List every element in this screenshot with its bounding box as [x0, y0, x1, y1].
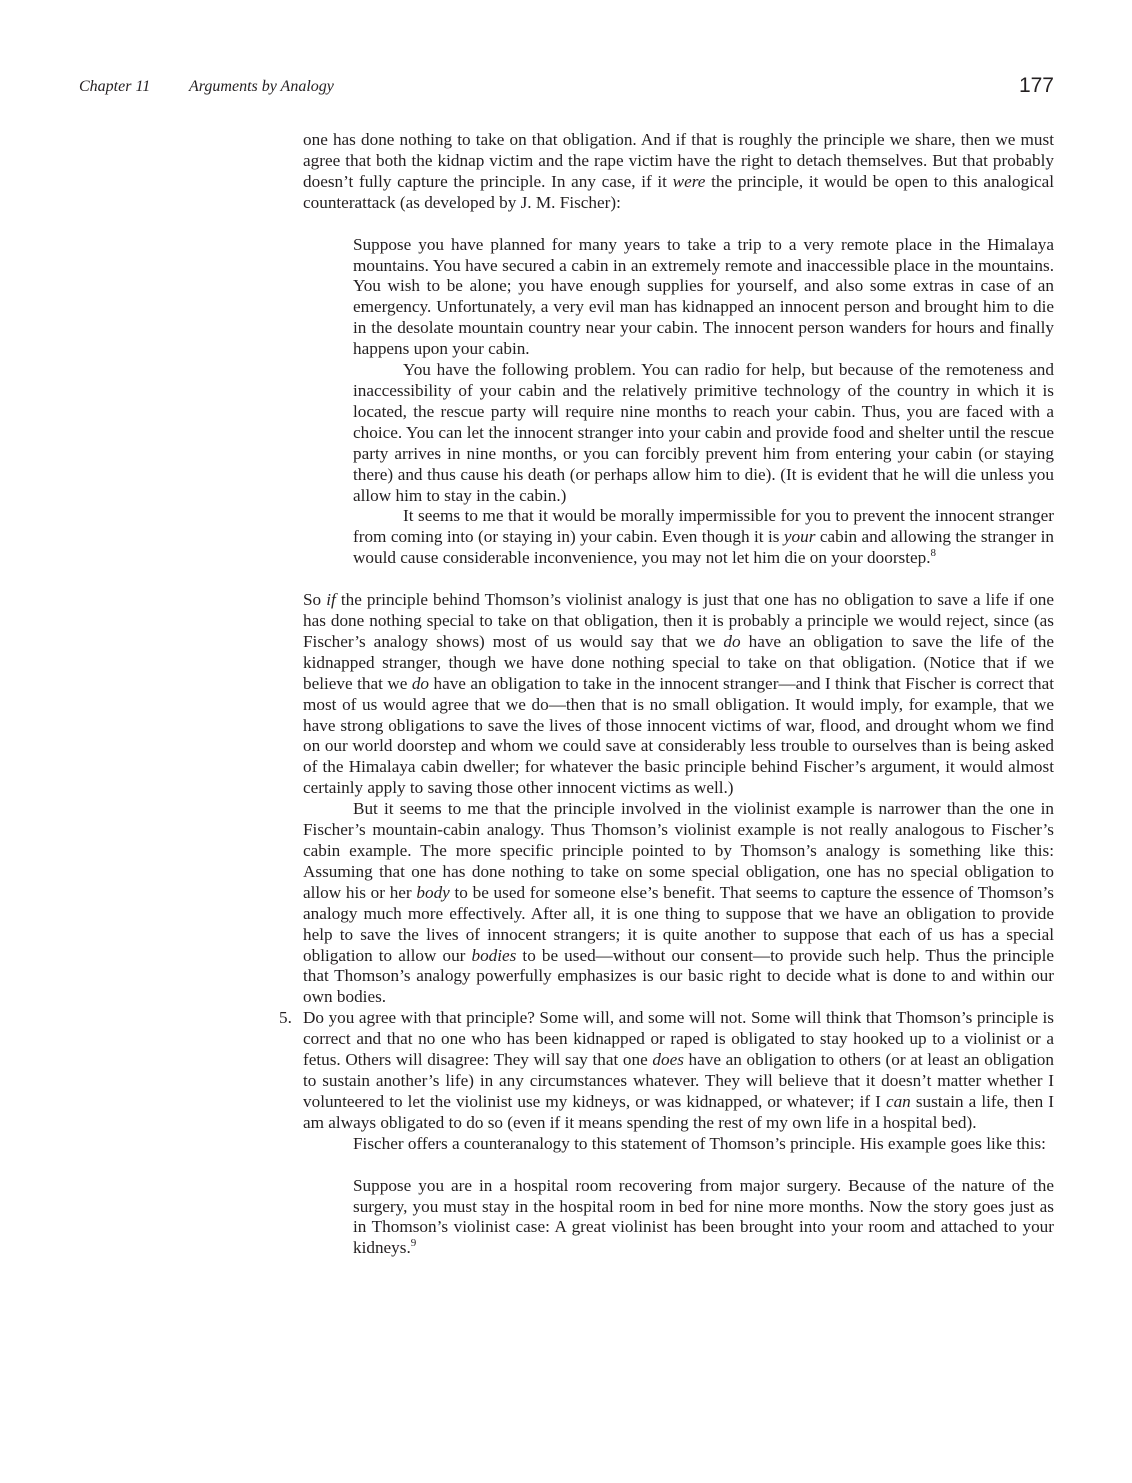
paragraph-1: one has done nothing to take on that obligation. And if that is roughly the principle we share, then we must agree that both the kidnap victim and the rape victim have the right to detach themselves. But that probably doesn’t fully capture the principle. In any case, if it were the principle, it would be open to this analogical counterattack (as developed by J. M. Fischer): — [303, 130, 1054, 212]
chapter-label: Chapter 11 — [79, 78, 151, 95]
chapter-title: Arguments by Analogy — [189, 78, 334, 95]
page-body — [279, 130, 1055, 1259]
quote-paragraph-1: Suppose you have planned for many years to take a trip to a very remote place in the Himalaya mountains. You have secured a cabin in an extremely remote and inaccessible place in the mountains. You wish to be alone; you have enough supplies for yourself, and also some extras in case of an emergency. Unfortunately, a very evil man has kidnapped an innocent person and brought him to die in the desolate mountain country near your cabin. The innocent person wanders for hours and finally happens upon your cabin. — [353, 234, 1054, 359]
page-number: 177 — [1018, 74, 1054, 97]
block-quote-fischer-hospital — [353, 1176, 1054, 1260]
quote-paragraph-3: It seems to me that it would be morally impermissible for you to prevent the innocent stranger from coming into (or staying in) your cabin. Even though it is your cabin and allowing the stranger in would cause considerable inconvenience, you may not let him die on your doorstep.$^8$ — [353, 506, 1054, 568]
item-number: 5. — [279, 1008, 292, 1028]
block-quote-fischer-cabin — [353, 235, 1054, 570]
paragraph-3: But it seems to me that the principle involved in the violinist example is narrower than the one in Fischer’s mountain-cabin analogy. Thus Thomson’s violinist example is not really analogous to Fischer’s cabin example. The more specific principle pointed to by Thomson’s analogy is something like this: Assuming that one has done nothing to take on some special obligation, one has no special obligation to allow his or her body to be used for someone else’s benefit. That seems to capture the essence of Thomson’s analogy much more effectively. After all, it is one thing to suppose that we have an obligation to provide help to save the lives of innocent strangers; it is quite another to suppose that each of us has a special obligation to allow our bodies to be used—without our consent—to provide such help. Thus the principle that Thomson’s analogy powerfully emphasizes is our basic right to decide what is done to and within our own bodies. — [303, 799, 1054, 1007]
footnote-marker: 9 — [410, 1237, 417, 1250]
numbered-item-5: 5. Do you agree with that principle? Some will, and some will not. Some will think that Thomson’s principle is correct and that no one who has been kidnapped or raped is obligated to stay hooked up to a violinist or a fetus. Others will disagree: They will say that one does have an obligation to others (or at least an obligation to sustain another’s life) in any circumstances whatever. They will believe that it doesn’t matter whether I volunteered to let the violinist use my kidneys, or was kidnapped, or whatever; if I can sustain a life, then I am always obligated to do so (even if it means spending the rest of my own life in a hospital bed). — [279, 1008, 1054, 1132]
quote-paragraph-2: You have the following problem. You can radio for help, but because of the remoteness and inaccessibility of your cabin and the relatively primitive technology of the country in which it is located, the rescue party will require nine months to reach your cabin. Thus, you are faced with a choice. You can let the innocent stranger into your cabin and provide food and shelter until the rescue party arrives in nine months, or you can forcibly prevent him from entering your cabin (or staying there) and thus cause his death (or perhaps allow him to die). (It is evident that he will die unless you allow him to stay in the cabin.) — [353, 360, 1054, 505]
footnote-marker: 8 — [930, 547, 937, 560]
quote-paragraph: Suppose you are in a hospital room recovering from major surgery. Because of the nature of the surgery, you must stay in the hospital room in bed for nine more months. Now the story goes just as in Thomson’s violinist case: A great violinist has been brought into your room and attached to your kidneys.$^9$ — [353, 1175, 1054, 1258]
paragraph-4: Fischer offers a counteranalogy to this statement of Thomson’s principle. His example goes like this: — [353, 1133, 1046, 1153]
paragraph-2: So if the principle behind Thomson’s violinist analogy is just that one has no obligation to save a life if one has done nothing special to take on that obligation, then it is probably a principle we would reject, since (as Fischer’s analogy shows) most of us would say that we do have an obligation to save the life of the kidnapped stranger, though we have done nothing special to take on that obligation. (Notice that if we believe that we do have an obligation to take in the innocent stranger—and I think that Fischer is correct that most of us would agree that we do—then that is no small obligation. It would imply, for example, that we have strong obligations to save the lives of those innocent victims of war, flood, and drought whom we find on our world doorstep and whom we could save at considerably less trouble to ourselves than is being asked of the Himalaya cabin dweller; for whatever the basic principle behind Fischer’s argument, it would almost certainly apply to saving those other innocent victims as well.) — [303, 590, 1055, 798]
page-header — [79, 74, 1054, 104]
